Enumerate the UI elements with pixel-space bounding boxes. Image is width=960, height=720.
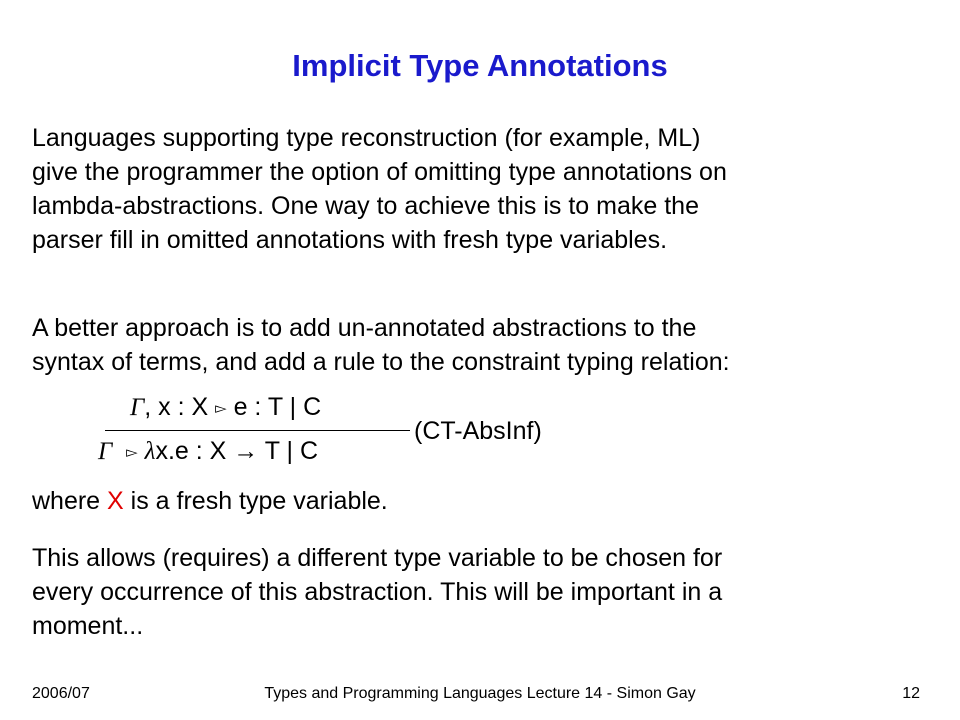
rule-name: (CT-AbsInf) [414,417,542,445]
text-line: A better approach is to add un-annotated abstractions to the [32,314,697,342]
paragraph-better-approach [32,311,932,379]
lambda-symbol: λ [144,438,156,465]
text-line: lambda-abstractions. One way to achieve this is to make the [32,192,699,220]
text-line: moment... [32,612,144,640]
text-line: every occurrence of this abstraction. This will be important in a [32,578,723,606]
paragraph-fresh-variable [32,484,932,518]
paragraph-allows [32,541,932,643]
text-fragment: is a fresh type variable. [123,487,388,515]
text-fragment: where [32,487,108,515]
slide-number: 12 [902,685,920,702]
footer-course-title: Types and Programming Languages Lecture 14 - Simon Gay [264,685,696,702]
text-line: This allows (requires) a different type variable to be chosen for [32,544,723,572]
rule-conclusion [98,436,418,467]
inference-bar [105,430,410,431]
premise-text: , x : X [144,393,216,421]
rule-premise [130,392,450,423]
turnstile-icon: ▻ [126,443,138,461]
text-line: syntax of terms, and add a rule to the constraint typing relation: [32,348,730,376]
turnstile-icon: ▻ [215,399,227,417]
text-line: give the programmer the option of omitting type annotations on [32,158,727,186]
text-line: Languages supporting type reconstruction (for example, ML) [32,124,701,152]
text-line: parser fill in omitted annotations with fresh type variables. [32,226,668,254]
highlighted-variable: X [107,487,124,515]
conclusion-text: T | C [258,437,319,465]
footer-year: 2006/07 [32,685,90,702]
typing-rule [90,392,410,472]
conclusion-text: x.e : X [155,437,234,465]
paragraph-type-reconstruction [32,121,932,257]
premise-text: e : T | C [226,393,322,421]
arrow-icon: → [233,437,259,465]
gamma-symbol: Γ [98,438,113,465]
slide-title: Implicit Type Annotations [292,48,668,83]
gamma-symbol: Γ [130,394,145,421]
